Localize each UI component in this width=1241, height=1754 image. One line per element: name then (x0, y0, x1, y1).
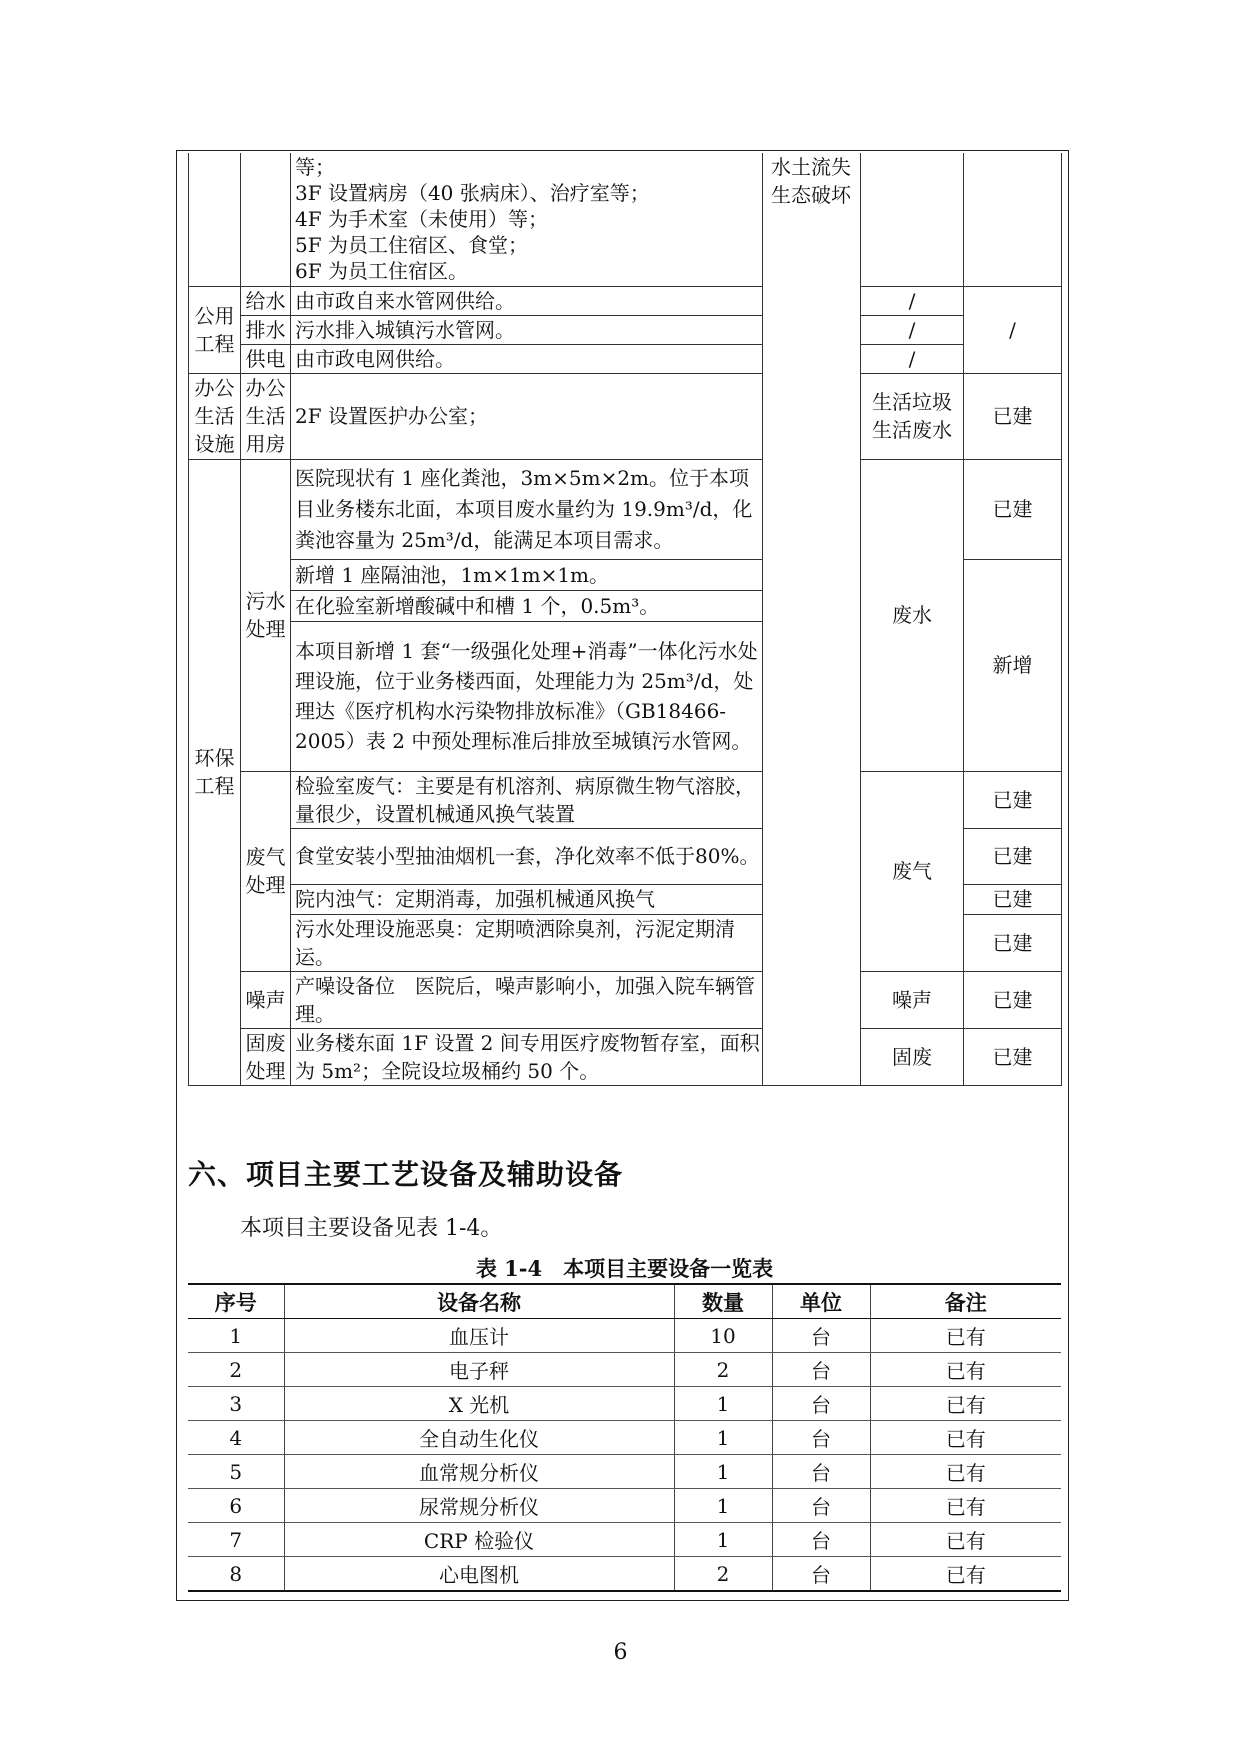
desc-line: 3F 设置病房（40 张病床）、治疗室等； (295, 181, 650, 206)
category-text: 工程 (194, 774, 235, 798)
category-text: 生活 (194, 404, 235, 428)
table-row (189, 373, 1062, 459)
remark-cell: 已有 (870, 1557, 1061, 1592)
table-row (188, 1489, 1061, 1523)
desc-cell: 由市政电网供给。 (291, 344, 763, 373)
eco-impact-line: 生态破坏 (771, 183, 851, 207)
unit-cell: 台 (772, 1319, 870, 1353)
sub-text: 处理 (245, 873, 286, 897)
remark-cell: 已有 (870, 1523, 1061, 1557)
solid-sub (241, 1028, 291, 1085)
pollutant-cell: 废气 (861, 771, 964, 971)
remark-cell: 已有 (870, 1387, 1061, 1421)
row-number-cell: 3 (188, 1387, 284, 1421)
table-row (189, 315, 1062, 344)
row-number-cell: 7 (188, 1523, 284, 1557)
row-number-cell: 8 (188, 1557, 284, 1592)
remark-cell: 已有 (870, 1353, 1061, 1387)
noise-sub: 噪声 (241, 971, 291, 1028)
remark-cell: 已建 (964, 828, 1062, 884)
eco-impact-line: 水土流失 (771, 155, 851, 179)
category-text: 办公 (194, 376, 235, 400)
column-header: 单位 (772, 1284, 870, 1319)
page-number: 6 (613, 1640, 628, 1665)
pollutant-text: 生活垃圾 (872, 390, 952, 414)
category-text: 公用 (194, 303, 235, 328)
table-row (188, 1455, 1061, 1489)
desc-line: 4F 为手术室（未使用）等； (295, 207, 548, 232)
column-header: 备注 (870, 1284, 1061, 1319)
sub-name: 给水 (241, 286, 291, 315)
section-heading: 六、项目主要工艺设备及辅助设备 (188, 1158, 624, 1191)
table-row (188, 1353, 1061, 1387)
table-row (189, 971, 1062, 1028)
sub-text: 废气 (245, 845, 286, 869)
column-header: 数量 (674, 1284, 772, 1319)
sub-text: 用房 (245, 432, 286, 456)
equipment-name-cell: 心电图机 (284, 1557, 674, 1592)
table-row (189, 286, 1062, 315)
table-row (189, 771, 1062, 828)
table-row (188, 1523, 1061, 1557)
quantity-cell: 2 (674, 1353, 772, 1387)
unit-cell: 台 (772, 1353, 870, 1387)
remark-cell: / (964, 286, 1062, 373)
unit-cell: 台 (772, 1387, 870, 1421)
desc-cell: 2F 设置医护办公室； (291, 373, 763, 459)
desc-cell: 在化验室新增酸碱中和槽 1 个，0.5m³。 (291, 590, 763, 621)
desc-cell: 污水处理设施恶臭：定期喷洒除臭剂，污泥定期清运。 (291, 914, 763, 971)
quantity-cell: 1 (674, 1455, 772, 1489)
remark-cell: 已建 (964, 771, 1062, 828)
pollutant-cell (861, 373, 964, 459)
equipment-name-cell: 血常规分析仪 (284, 1455, 674, 1489)
sub-text: 污水 (245, 589, 286, 613)
table-row (188, 1557, 1061, 1592)
column-header: 序号 (188, 1284, 284, 1319)
quantity-cell: 1 (674, 1387, 772, 1421)
category-text: 设施 (194, 432, 235, 456)
remark-cell: 已有 (870, 1319, 1061, 1353)
equipment-table-body (188, 1319, 1061, 1592)
desc-cell: 院内浊气：定期消毒，加强机械通风换气 (291, 884, 763, 914)
equipment-name-cell: 全自动生化仪 (284, 1421, 674, 1455)
desc-cell: 新增 1 座隔油池，1m×1m×1m。 (291, 559, 763, 590)
remark-cell: 已建 (964, 971, 1062, 1028)
quantity-cell: 10 (674, 1319, 772, 1353)
desc-cell: 由市政自来水管网供给。 (291, 286, 763, 315)
desc-cell: 业务楼东面 1F 设置 2 间专用医疗废物暂存室，面积为 5m²；全院设垃圾桶约 50 个。 (291, 1028, 763, 1085)
desc-cell: 本项目新增 1 套“一级强化处理+消毒”一体化污水处理设施，位于业务楼西面，处理能力为 25m³/d，处理达《医疗机构水污染物排放标准》（GB18466-2005）表 2 中预处理标准后排放至城镇污水管网。 (291, 621, 763, 771)
table-row (188, 1319, 1061, 1353)
table-caption: 表 1-4 本项目主要设备一览表 (475, 1256, 774, 1281)
remark-cell (964, 153, 1062, 286)
desc-cell: 检验室废气：主要是有机溶剂、病原微生物气溶胶，量很少，设置机械通风换气装置 (291, 771, 763, 828)
table-row (188, 1421, 1061, 1455)
office-category (189, 373, 241, 459)
pollutant-cell: / (861, 286, 964, 315)
unit-cell: 台 (772, 1557, 870, 1592)
desc-line: 等； (295, 155, 335, 180)
category-text: 工程 (194, 331, 235, 356)
quantity-cell: 2 (674, 1557, 772, 1592)
desc-cell: 污水排入城镇污水管网。 (291, 315, 763, 344)
remark-cell: 已有 (870, 1455, 1061, 1489)
desc-line: 6F 为员工住宿区。 (295, 259, 468, 284)
remark-cell: 已建 (964, 914, 1062, 971)
office-sub (241, 373, 291, 459)
equipment-name-cell: 电子秤 (284, 1353, 674, 1387)
category-text: 环保 (194, 746, 235, 770)
wastewater-sub (241, 459, 291, 771)
remark-cell: 已建 (964, 1028, 1062, 1085)
env-category (189, 459, 241, 1085)
remark-cell: 已建 (964, 373, 1062, 459)
equipment-name-cell: X 光机 (284, 1387, 674, 1421)
quantity-cell: 1 (674, 1421, 772, 1455)
remark-cell: 已建 (964, 884, 1062, 914)
waste-gas-sub (241, 771, 291, 971)
pollutant-cell: / (861, 315, 964, 344)
pollutant-text: 生活废水 (872, 418, 952, 442)
sub-name: 排水 (241, 315, 291, 344)
table-row (189, 153, 1062, 286)
remark-cell: 新增 (964, 559, 1062, 771)
unit-cell: 台 (772, 1421, 870, 1455)
table-row (189, 344, 1062, 373)
intro-paragraph: 本项目主要设备见表 1-4。 (240, 1216, 503, 1241)
row-number-cell: 6 (188, 1489, 284, 1523)
desc-cell: 医院现状有 1 座化粪池，3m×5m×2m。位于本项目业务楼东北面，本项目废水量约为 19.9m³/d，化粪池容量为 25m³/d，能满足本项目需求。 (291, 459, 763, 559)
table-row (189, 1028, 1062, 1085)
table-header-row (188, 1284, 1061, 1319)
sub-cell (241, 153, 291, 286)
row-number-cell: 2 (188, 1353, 284, 1387)
row-number-cell: 5 (188, 1455, 284, 1489)
sub-text: 处理 (245, 1058, 286, 1083)
sub-text: 处理 (245, 617, 286, 641)
pollutant-cell: 废水 (861, 459, 964, 771)
quantity-cell: 1 (674, 1489, 772, 1523)
eco-impact-cell (763, 153, 861, 1085)
equipment-name-cell: CRP 检验仪 (284, 1523, 674, 1557)
desc-cell: 食堂安装小型抽油烟机一套，净化效率不低于80%。 (291, 828, 763, 884)
equipment-name-cell: 尿常规分析仪 (284, 1489, 674, 1523)
pollutant-cell: / (861, 344, 964, 373)
row-number-cell: 4 (188, 1421, 284, 1455)
row-number-cell: 1 (188, 1319, 284, 1353)
desc-cell: 产噪设备位 医院后，噪声影响小，加强入院车辆管理。 (291, 971, 763, 1028)
unit-cell: 台 (772, 1455, 870, 1489)
public-category (189, 286, 241, 373)
project-composition-table (188, 153, 1062, 1086)
sub-text: 办公 (245, 376, 286, 400)
remark-cell: 已有 (870, 1421, 1061, 1455)
sub-name: 供电 (241, 344, 291, 373)
desc-line: 5F 为员工住宿区、食堂； (295, 233, 528, 258)
remark-cell: 已建 (964, 459, 1062, 559)
quantity-cell: 1 (674, 1523, 772, 1557)
pollutant-cell: 固废 (861, 1028, 964, 1085)
category-cell (189, 153, 241, 286)
unit-cell: 台 (772, 1489, 870, 1523)
equipment-name-cell: 血压计 (284, 1319, 674, 1353)
pollutant-cell: 噪声 (861, 971, 964, 1028)
column-header: 设备名称 (284, 1284, 674, 1319)
equipment-table (188, 1283, 1061, 1592)
remark-cell: 已有 (870, 1489, 1061, 1523)
pollutant-cell (861, 153, 964, 286)
sub-text: 生活 (245, 404, 286, 428)
main-cont-desc (291, 153, 763, 286)
sub-text: 固废 (245, 1030, 286, 1055)
unit-cell: 台 (772, 1523, 870, 1557)
table-row (189, 459, 1062, 559)
table-row (188, 1387, 1061, 1421)
